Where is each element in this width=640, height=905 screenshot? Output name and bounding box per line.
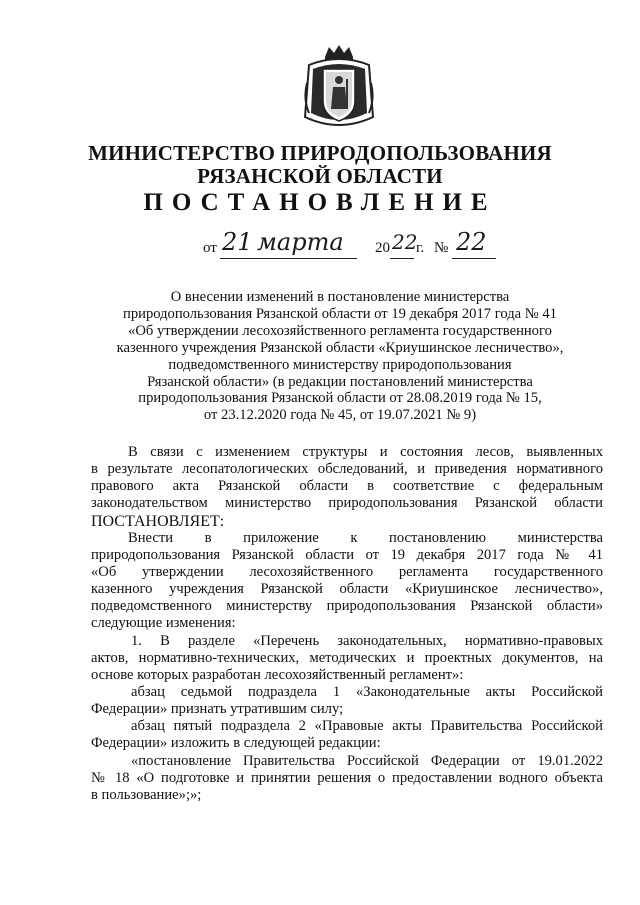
- body-line: законодательством министерство природопользования Рязанской области: [91, 495, 603, 512]
- title-line: О внесении изменений в постановление министерства: [170, 289, 510, 305]
- body-line: следующие изменения:: [91, 615, 236, 632]
- year-underline: [390, 258, 414, 259]
- date-day: 21: [222, 228, 253, 256]
- body-line: правового акта Рязанской области в соответствие с федеральным: [91, 478, 603, 495]
- number-label: №: [434, 240, 449, 256]
- date-prefix: от: [203, 240, 217, 256]
- date-number-line: [0, 227, 640, 263]
- document-type-title: ПОСТАНОВЛЕНИЕ: [143, 189, 497, 216]
- title-line: казенного учреждения Рязанской области «Криушинское лесничество»,: [116, 339, 564, 356]
- document-title-block: [110, 289, 570, 424]
- body-line: природопользования Рязанской области от 19 декабря 2017 года № 41: [91, 546, 603, 563]
- title-line: природопользования Рязанской области от 19 декабря 2017 года № 41: [123, 305, 557, 322]
- body-line: № 18 «О подготовке и принятии решения о предоставлении водного объекта: [91, 769, 603, 786]
- body-line: основе которых разработан лесохозяйственный регламент»:: [91, 666, 464, 683]
- body-line: 1. В разделе «Перечень законодательных, нормативно-правовых: [131, 632, 603, 649]
- body-line: «Об утверждении лесохозяйственного регламента государственного: [91, 563, 603, 580]
- body-line: Внести в приложение к постановлению министерства: [128, 529, 603, 546]
- document-body: [91, 444, 603, 804]
- document-number: 22: [456, 228, 487, 256]
- body-line: ПОСТАНОВЛЯЕТ:: [91, 512, 225, 530]
- body-line: казенного учреждения Рязанской области «Криушинское лесничество»,: [91, 581, 603, 598]
- date-underline: [220, 258, 357, 259]
- date-year-prefix: 20: [375, 240, 390, 256]
- ministry-name-line2: РЯЗАНСКОЙ ОБЛАСТИ: [197, 164, 443, 188]
- body-line: подведомственного министерству природопользования Рязанской области»: [91, 598, 603, 615]
- title-line: природопользования Рязанской области от 28.08.2019 года № 15,: [138, 390, 542, 407]
- title-line: подведомственного министерству природопользования: [168, 356, 512, 373]
- body-line: Федерации» признать утратившим силу;: [91, 701, 344, 718]
- body-line: абзац седьмой подраздела 1 «Законодательные акты Российской: [131, 683, 603, 700]
- date-month: марта: [257, 228, 344, 256]
- date-year-label: г.: [416, 240, 425, 256]
- body-line: в результате лесопатологических обследований, и приведения нормативного: [91, 461, 603, 478]
- number-underline: [452, 258, 496, 259]
- body-line: абзац пятый подраздела 2 «Правовые акты Правительства Российской: [131, 718, 603, 735]
- title-line: «Об утверждении лесохозяйственного регламента государственного: [128, 322, 552, 339]
- coat-of-arms-icon: [303, 43, 375, 131]
- title-line: от 23.12.2020 года № 45, от 19.07.2021 № 9): [203, 407, 477, 424]
- ministry-name-line1: МИНИСТЕРСТВО ПРИРОДОПОЛЬЗОВАНИЯ: [88, 141, 552, 165]
- title-line: Рязанской области» (в редакции постановлений министерства: [147, 373, 533, 390]
- date-year-suffix: 22: [392, 230, 418, 254]
- body-line: Федерации» изложить в следующей редакции:: [91, 735, 381, 752]
- body-line: «постановление Правительства Российской Федерации от 19.01.2022: [131, 752, 603, 769]
- body-line: актов, нормативно-технических, методических и проектных документов, на: [91, 649, 603, 666]
- body-line: В связи с изменением структуры и состояния лесов, выявленных: [128, 444, 603, 460]
- body-line: в пользование»;»;: [91, 786, 202, 803]
